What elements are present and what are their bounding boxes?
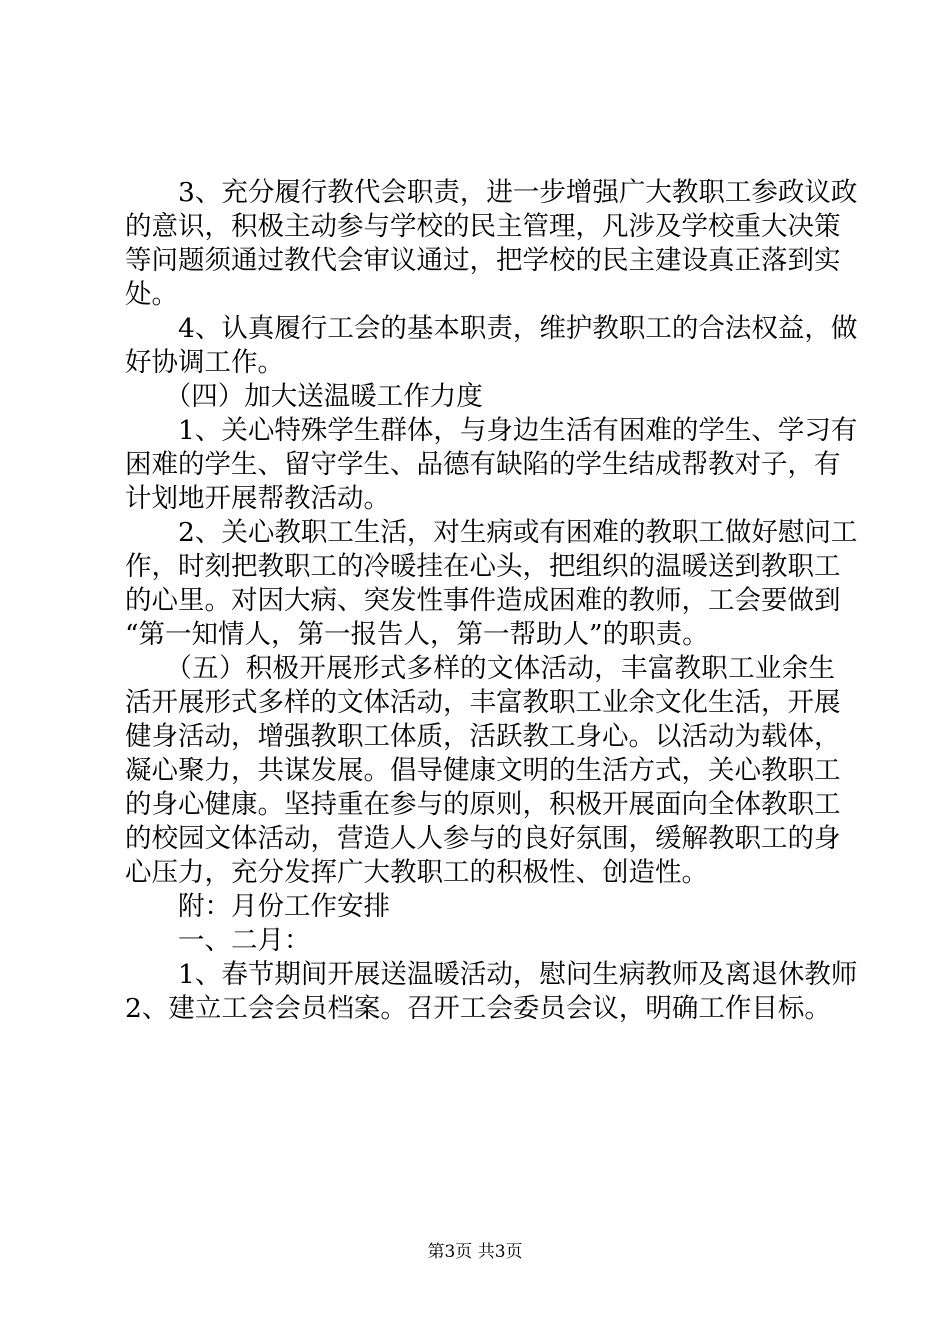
text-line: 处。 xyxy=(125,279,178,310)
text-line: 凝心聚力，共谋发展。倡导健康文明的生活方式，关心教职工 xyxy=(125,755,841,786)
text-line: 4、认真履行工会的基本职责，维护教职工的合法权益，做 xyxy=(125,313,858,344)
text-line: 的身心健康。坚持重在参与的原则，积极开展面向全体教职工 xyxy=(125,789,841,820)
text-line: 附：月份工作安排 xyxy=(125,891,390,922)
paragraph-cultural-activities xyxy=(125,652,841,890)
paragraph-union-duties xyxy=(125,312,858,380)
text-line: 心压力，充分发挥广大教职工的积极性、创造性。 xyxy=(125,857,708,888)
appendix-heading xyxy=(125,890,835,924)
text-line: 的意识，积极主动参与学校的民主管理，凡涉及学校重大决策 xyxy=(125,211,841,242)
paragraph-care-staff xyxy=(125,516,858,652)
text-line: 的校园文体活动，营造人人参与的良好氛围，缓解教职工的身 xyxy=(125,823,841,854)
text-line: “第一知情人，第一报告人，第一帮助人”的职责。 xyxy=(125,619,709,650)
paragraph-care-students xyxy=(125,414,858,516)
text-line: 好协调工作。 xyxy=(125,347,284,378)
month-heading xyxy=(125,924,835,958)
text-line: 一、二月： xyxy=(125,925,311,956)
text-line: 3、充分履行教代会职责，进一步增强广大教职工参政议政 xyxy=(125,177,858,208)
text-line: 等问题须通过教代会审议通过，把学校的民主建设真正落到实 xyxy=(125,245,841,276)
text-line: 困难的学生、留守学生、品德有缺陷的学生结成帮教对子，有 xyxy=(125,449,841,480)
text-line: （四）加大送温暖工作力度 xyxy=(125,381,483,412)
section-heading-four xyxy=(125,380,835,414)
text-line: （五）积极开展形式多样的文体活动，丰富教职工业余生 xyxy=(125,653,835,684)
text-line: 作，时刻把教职工的冷暖挂在心头，把组织的温暖送到教职工 xyxy=(125,551,841,582)
text-line: 计划地开展帮教活动。 xyxy=(125,483,390,514)
text-line: 健身活动，增强教职工体质，活跃教工身心。以活动为载体， xyxy=(125,721,841,752)
text-line: 2、建立工会会员档案。召开工会委员会议，明确工作目标。 xyxy=(125,993,831,1024)
text-line: 1、春节期间开展送温暖活动，慰问生病教师及离退休教师 xyxy=(125,959,858,990)
text-line: 1、关心特殊学生群体，与身边生活有困难的学生、学习有 xyxy=(125,415,858,446)
text-line: 活开展形式多样的文体活动，丰富教职工业余文化生活，开展 xyxy=(125,687,841,718)
page-number-footer: 第3页 共3页 xyxy=(427,1242,523,1262)
paragraph-teachers-congress xyxy=(125,176,858,312)
month-items xyxy=(125,958,858,1026)
text-line: 2、关心教职工生活，对生病或有困难的教职工做好慰问工 xyxy=(125,517,858,548)
text-line: 的心里。对因大病、突发性事件造成困难的教师，工会要做到 xyxy=(125,585,841,616)
document-body xyxy=(125,176,858,1026)
